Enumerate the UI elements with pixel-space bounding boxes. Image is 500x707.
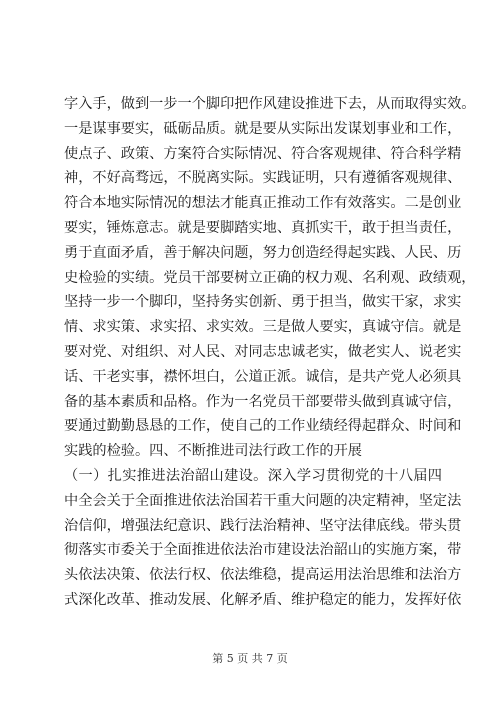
text-line: 中全会关于全面推进依法治国若干重大问题的决定精神，坚定法 [64,492,462,509]
text-line: 神，不好高骛远，不脱离实际。实践证明，只有遵循客观规律、 [64,170,462,187]
text-line: 坚持一步一个脚印，坚持务实创新、勇于担当，做实干家，求实 [64,294,462,311]
text-line: 式深化改革、推动发展、化解矛盾、维护稳定的能力，发挥好依 [64,591,462,608]
text-line: 实践的检验。四、不断推进司法行政工作的开展 [64,443,362,460]
text-line: 备的基本素质和品格。作为一名党员干部要带头做到真诚守信， [64,393,462,410]
text-line: 情、求实策、求实招、求实效。三是做人要实，真诚守信。就是 [64,319,462,336]
text-line: 字入手，做到一步一个脚印把作风建设推进下去，从而取得实效。 [64,96,476,112]
text-line: 符合本地实际情况的想法才能真正推动工作有效落实。二是创业 [64,195,462,212]
text-line: 头依法决策、依法行权、依法维稳，提高运用法治思维和法治方 [64,567,462,584]
text-line: 治信仰，增强法纪意识、践行法治精神、坚守法律底线。带头贯 [64,517,462,534]
text-line: 使点子、政策、方案符合实际情况、符合客观规律、符合科学精 [64,145,462,162]
document-body [64,92,476,613]
text-line: 要对党、对组织、对人民、对同志忠诚老实，做老实人、说老实 [64,343,462,360]
text-line: 彻落实市委关于全面推进依法治市建设法治韶山的实施方案，带 [64,542,462,559]
text-line: 勇于直面矛盾，善于解决问题，努力创造经得起实践、人民、历 [64,244,462,261]
text-line: 话、干老实事，襟怀坦白，公道正派。诚信，是共产党人必须具 [64,368,462,385]
text-line: 一是谋事要实，砥砺品质。就是要从实际出发谋划事业和工作， [64,120,462,137]
text-line: （一）扎实推进法治韶山建设。深入学习贯彻党的十八届四 [64,467,442,484]
text-line: 史检验的实绩。党员干部要树立正确的权力观、名利观、政绩观， [64,269,476,286]
text-line: 要实，锤炼意志。就是要脚踏实地、真抓实干，敢于担当责任， [64,219,462,236]
text-line: 要通过勤勤恳恳的工作，使自己的工作业绩经得起群众、时间和 [64,418,462,435]
page-number-footer: 第 5 页 共 7 页 [212,652,288,665]
